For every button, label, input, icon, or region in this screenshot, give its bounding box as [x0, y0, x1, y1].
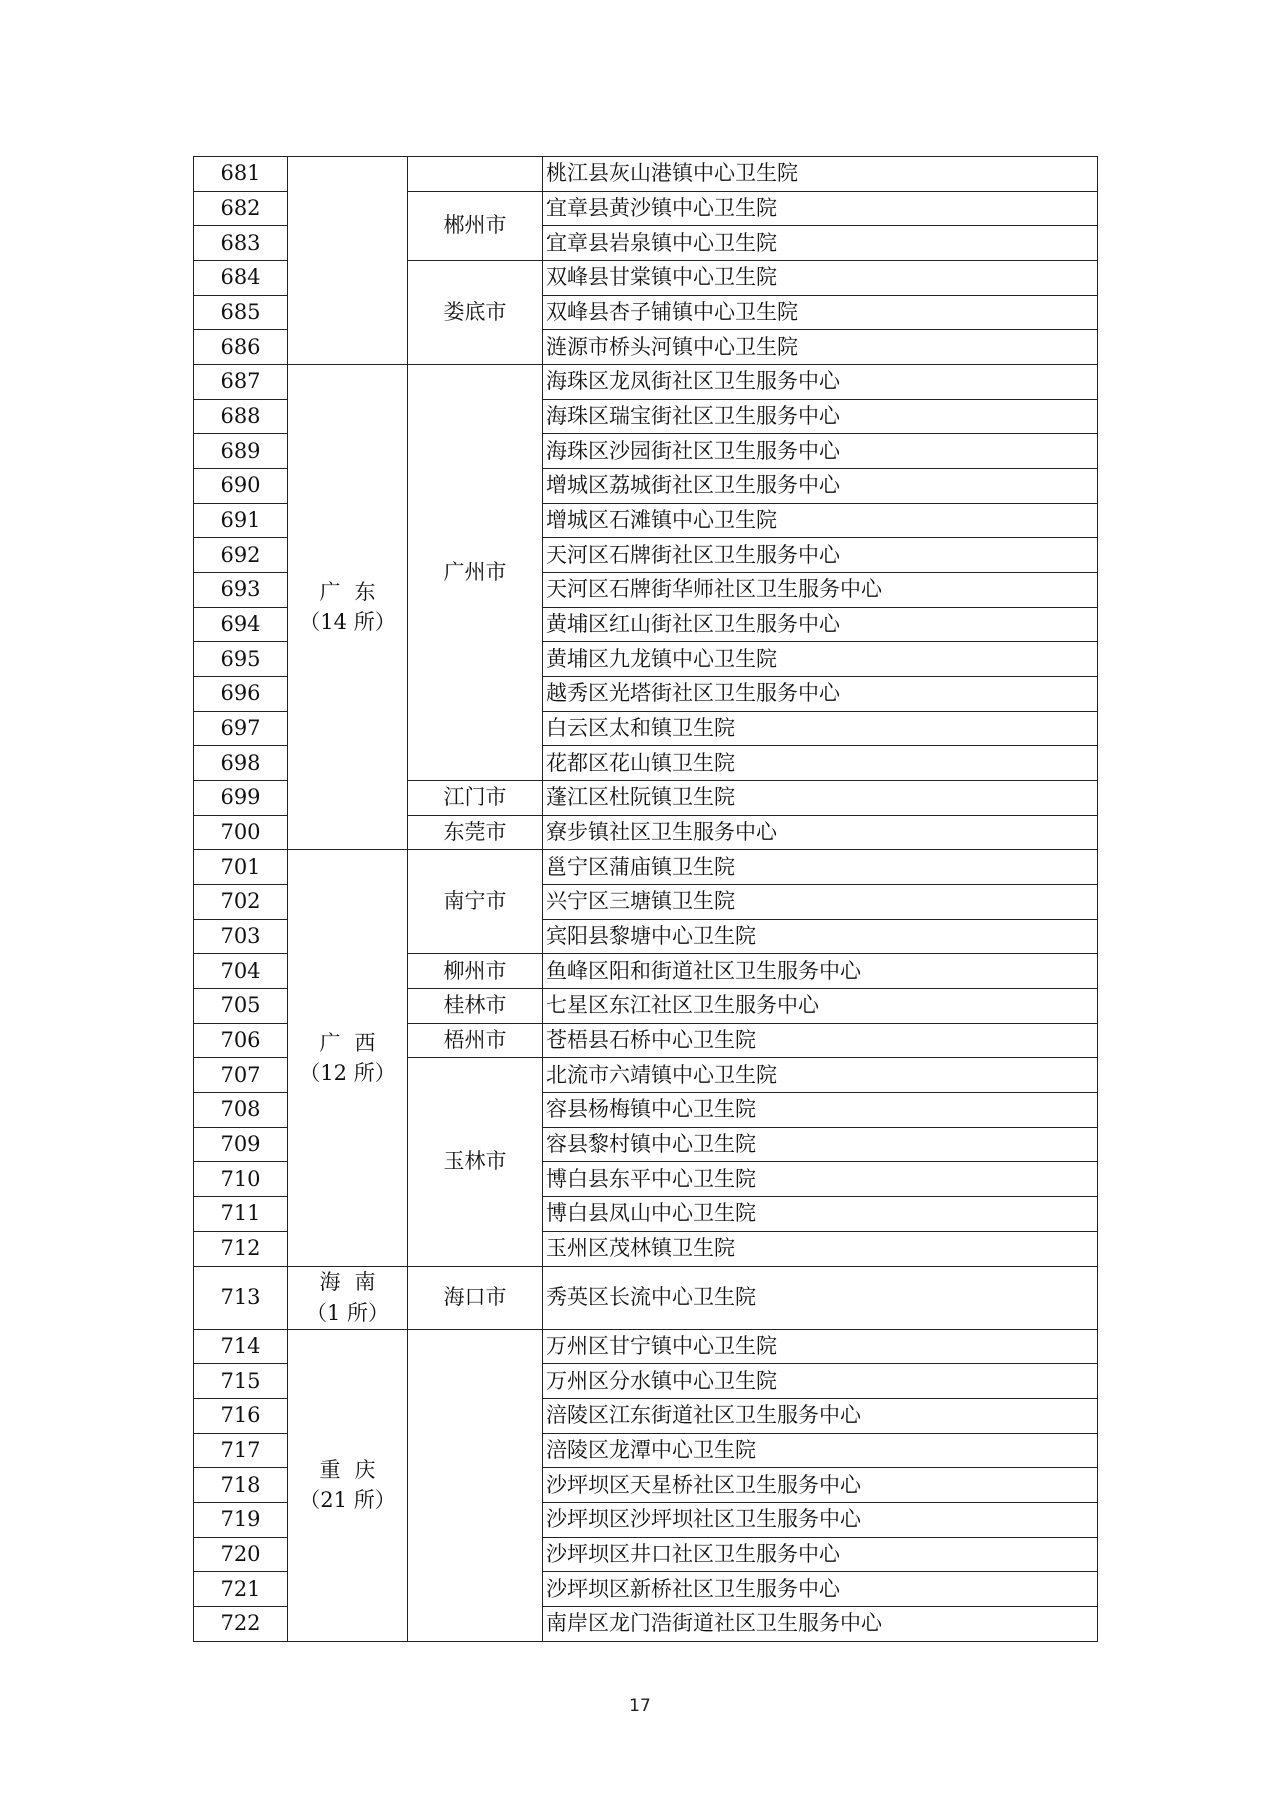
- institution-name: 涪陵区龙潭中心卫生院: [543, 1433, 1098, 1468]
- row-number: 696: [194, 677, 288, 712]
- city-cell: 江门市: [408, 781, 543, 816]
- institution-name: 邕宁区蒲庙镇卫生院: [543, 850, 1098, 885]
- province-cell: [288, 1266, 408, 1329]
- province-count: （21 所）: [299, 1488, 396, 1513]
- institution-table: [193, 156, 1098, 1642]
- row-number: 684: [194, 261, 288, 296]
- row-number: 701: [194, 850, 288, 885]
- city-cell: 海口市: [408, 1266, 543, 1329]
- province-cell: [288, 1329, 408, 1641]
- institution-name: 北流市六靖镇中心卫生院: [543, 1058, 1098, 1093]
- institution-name: 增城区石滩镇中心卫生院: [543, 503, 1098, 538]
- institution-name: 七星区东江社区卫生服务中心: [543, 989, 1098, 1024]
- institution-name: 容县黎村镇中心卫生院: [543, 1127, 1098, 1162]
- institution-name: 寮步镇社区卫生服务中心: [543, 815, 1098, 850]
- row-number: 700: [194, 815, 288, 850]
- row-number: 689: [194, 434, 288, 469]
- institution-name: 万州区甘宁镇中心卫生院: [543, 1329, 1098, 1364]
- institution-name: 兴宁区三塘镇卫生院: [543, 885, 1098, 920]
- institution-name: 海珠区沙园街社区卫生服务中心: [543, 434, 1098, 469]
- row-number: 685: [194, 295, 288, 330]
- institution-name: 海珠区龙凤街社区卫生服务中心: [543, 365, 1098, 400]
- row-number: 714: [194, 1329, 288, 1364]
- province-cell: [288, 157, 408, 365]
- row-number: 716: [194, 1398, 288, 1433]
- province-name: 广东: [319, 579, 390, 604]
- institution-name: 天河区石牌街社区卫生服务中心: [543, 538, 1098, 573]
- province-name: 海南: [319, 1270, 390, 1295]
- row-number: 720: [194, 1537, 288, 1572]
- table-row: [194, 157, 1098, 192]
- row-number: 695: [194, 642, 288, 677]
- row-number: 697: [194, 711, 288, 746]
- institution-name: 白云区太和镇卫生院: [543, 711, 1098, 746]
- row-number: 694: [194, 607, 288, 642]
- province-count: （12 所）: [299, 1060, 396, 1085]
- province-count: （1 所）: [305, 1300, 390, 1325]
- row-number: 722: [194, 1606, 288, 1641]
- institution-name: 博白县东平中心卫生院: [543, 1162, 1098, 1197]
- row-number: 708: [194, 1093, 288, 1128]
- institution-name: 苍梧县石桥中心卫生院: [543, 1023, 1098, 1058]
- institution-name: 沙坪坝区新桥社区卫生服务中心: [543, 1572, 1098, 1607]
- row-number: 719: [194, 1502, 288, 1537]
- institution-name: 天河区石牌街华师社区卫生服务中心: [543, 573, 1098, 608]
- city-cell: 柳州市: [408, 954, 543, 989]
- row-number: 691: [194, 503, 288, 538]
- row-number: 713: [194, 1266, 288, 1329]
- city-cell: 郴州市: [408, 191, 543, 260]
- page-number: 17: [629, 1696, 651, 1716]
- institution-name: 双峰县甘棠镇中心卫生院: [543, 261, 1098, 296]
- institution-name: 双峰县杏子铺镇中心卫生院: [543, 295, 1098, 330]
- institution-name: 秀英区长流中心卫生院: [543, 1266, 1098, 1329]
- row-number: 682: [194, 191, 288, 226]
- institution-name: 宜章县黄沙镇中心卫生院: [543, 191, 1098, 226]
- city-cell: 桂林市: [408, 989, 543, 1024]
- row-number: 715: [194, 1364, 288, 1399]
- row-number: 707: [194, 1058, 288, 1093]
- row-number: 711: [194, 1197, 288, 1232]
- table-row: [194, 365, 1098, 400]
- row-number: 703: [194, 919, 288, 954]
- institution-name: 万州区分水镇中心卫生院: [543, 1364, 1098, 1399]
- row-number: 690: [194, 469, 288, 504]
- institution-name: 涪陵区江东街道社区卫生服务中心: [543, 1398, 1098, 1433]
- institution-name: 黄埔区九龙镇中心卫生院: [543, 642, 1098, 677]
- institution-name: 涟源市桥头河镇中心卫生院: [543, 330, 1098, 365]
- row-number: 702: [194, 885, 288, 920]
- institution-name: 容县杨梅镇中心卫生院: [543, 1093, 1098, 1128]
- province-count: （14 所）: [299, 610, 396, 635]
- institution-name: 鱼峰区阳和街道社区卫生服务中心: [543, 954, 1098, 989]
- city-cell: 梧州市: [408, 1023, 543, 1058]
- institution-name: 花都区花山镇卫生院: [543, 746, 1098, 781]
- table-row: [194, 1329, 1098, 1364]
- institution-name: 增城区荔城街社区卫生服务中心: [543, 469, 1098, 504]
- institution-name: 宜章县岩泉镇中心卫生院: [543, 226, 1098, 261]
- province-cell: [288, 850, 408, 1266]
- row-number: 698: [194, 746, 288, 781]
- table-row: [194, 850, 1098, 885]
- row-number: 681: [194, 157, 288, 192]
- province-name: 广西: [319, 1030, 390, 1055]
- city-cell: 南宁市: [408, 850, 543, 954]
- institution-name: 越秀区光塔街社区卫生服务中心: [543, 677, 1098, 712]
- province-cell: [288, 365, 408, 850]
- row-number: 692: [194, 538, 288, 573]
- row-number: 718: [194, 1468, 288, 1503]
- row-number: 699: [194, 781, 288, 816]
- institution-name: 沙坪坝区井口社区卫生服务中心: [543, 1537, 1098, 1572]
- city-cell: [408, 1329, 543, 1641]
- city-cell: 娄底市: [408, 261, 543, 365]
- row-number: 709: [194, 1127, 288, 1162]
- row-number: 683: [194, 226, 288, 261]
- institution-name: 黄埔区红山街社区卫生服务中心: [543, 607, 1098, 642]
- city-cell: 广州市: [408, 365, 543, 781]
- row-number: 686: [194, 330, 288, 365]
- row-number: 693: [194, 573, 288, 608]
- province-name: 重庆: [319, 1457, 390, 1482]
- row-number: 712: [194, 1231, 288, 1266]
- institution-name: 沙坪坝区沙坪坝社区卫生服务中心: [543, 1502, 1098, 1537]
- row-number: 706: [194, 1023, 288, 1058]
- row-number: 721: [194, 1572, 288, 1607]
- row-number: 705: [194, 989, 288, 1024]
- institution-name: 沙坪坝区天星桥社区卫生服务中心: [543, 1468, 1098, 1503]
- city-cell: [408, 157, 543, 192]
- table-row: [194, 1266, 1098, 1329]
- row-number: 688: [194, 399, 288, 434]
- row-number: 710: [194, 1162, 288, 1197]
- institution-name: 南岸区龙门浩街道社区卫生服务中心: [543, 1606, 1098, 1641]
- institution-name: 海珠区瑞宝街社区卫生服务中心: [543, 399, 1098, 434]
- institution-name: 桃江县灰山港镇中心卫生院: [543, 157, 1098, 192]
- institution-name: 蓬江区杜阮镇卫生院: [543, 781, 1098, 816]
- city-cell: 玉林市: [408, 1058, 543, 1266]
- row-number: 704: [194, 954, 288, 989]
- row-number: 687: [194, 365, 288, 400]
- institution-name: 宾阳县黎塘中心卫生院: [543, 919, 1098, 954]
- institution-name: 博白县凤山中心卫生院: [543, 1197, 1098, 1232]
- row-number: 717: [194, 1433, 288, 1468]
- city-cell: 东莞市: [408, 815, 543, 850]
- institution-name: 玉州区茂林镇卫生院: [543, 1231, 1098, 1266]
